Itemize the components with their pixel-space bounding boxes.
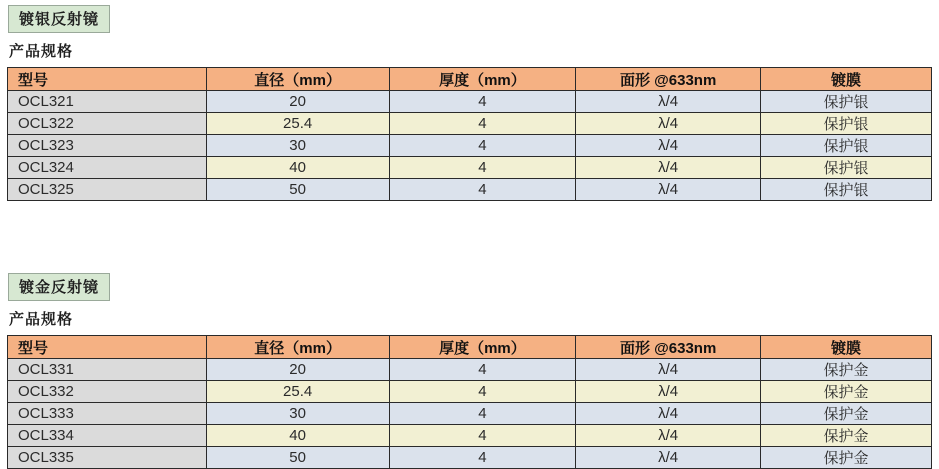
- section-title-badge: [8, 5, 110, 33]
- col-header-coating: 镀膜: [761, 336, 932, 359]
- table-row: [8, 425, 932, 447]
- value-cell: 4: [389, 359, 576, 381]
- model-cell: OCL325: [8, 179, 207, 201]
- col-header-diameter: 直径（mm）: [206, 68, 389, 91]
- col-header-model: 型号: [8, 68, 207, 91]
- value-cell: λ/4: [576, 135, 761, 157]
- value-cell: λ/4: [576, 425, 761, 447]
- value-cell: 保护银: [761, 179, 932, 201]
- col-header-coating: 镀膜: [761, 68, 932, 91]
- table-header-row: [8, 336, 932, 359]
- value-cell: 保护金: [761, 359, 932, 381]
- section-gold-mirror: [7, 273, 932, 469]
- model-cell: OCL332: [8, 381, 207, 403]
- col-header-model: 型号: [8, 336, 207, 359]
- spec-table-gold: [7, 335, 932, 469]
- table-row: [8, 381, 932, 403]
- value-cell: λ/4: [576, 447, 761, 469]
- value-cell: 4: [389, 403, 576, 425]
- value-cell: 4: [389, 447, 576, 469]
- col-header-thickness: 厚度（mm）: [389, 336, 576, 359]
- value-cell: 40: [206, 157, 389, 179]
- value-cell: 保护金: [761, 425, 932, 447]
- value-cell: 40: [206, 425, 389, 447]
- value-cell: 30: [206, 403, 389, 425]
- value-cell: λ/4: [576, 359, 761, 381]
- spec-heading: 产品规格: [9, 311, 74, 328]
- table-row: [8, 359, 932, 381]
- value-cell: 25.4: [206, 381, 389, 403]
- table-row: [8, 135, 932, 157]
- col-header-diameter: 直径（mm）: [206, 336, 389, 359]
- value-cell: 50: [206, 447, 389, 469]
- value-cell: 4: [389, 135, 576, 157]
- section-silver-mirror: [7, 5, 932, 201]
- value-cell: 4: [389, 157, 576, 179]
- table-row: [8, 447, 932, 469]
- value-cell: 20: [206, 359, 389, 381]
- value-cell: 4: [389, 425, 576, 447]
- model-cell: OCL334: [8, 425, 207, 447]
- value-cell: 保护银: [761, 113, 932, 135]
- spec-heading: 产品规格: [9, 43, 74, 60]
- table-row: [8, 157, 932, 179]
- value-cell: 4: [389, 179, 576, 201]
- value-cell: 保护银: [761, 91, 932, 113]
- value-cell: 保护金: [761, 403, 932, 425]
- table-row: [8, 179, 932, 201]
- model-cell: OCL323: [8, 135, 207, 157]
- model-cell: OCL335: [8, 447, 207, 469]
- table-row: [8, 403, 932, 425]
- value-cell: λ/4: [576, 403, 761, 425]
- value-cell: λ/4: [576, 157, 761, 179]
- value-cell: 4: [389, 91, 576, 113]
- value-cell: λ/4: [576, 113, 761, 135]
- value-cell: 4: [389, 113, 576, 135]
- value-cell: λ/4: [576, 179, 761, 201]
- value-cell: 保护金: [761, 447, 932, 469]
- value-cell: 30: [206, 135, 389, 157]
- section-title-badge: [8, 273, 110, 301]
- value-cell: 保护银: [761, 157, 932, 179]
- section-title: 镀金反射镜: [19, 279, 100, 296]
- table-header-row: [8, 68, 932, 91]
- model-cell: OCL322: [8, 113, 207, 135]
- value-cell: λ/4: [576, 91, 761, 113]
- model-cell: OCL321: [8, 91, 207, 113]
- value-cell: λ/4: [576, 381, 761, 403]
- value-cell: 保护银: [761, 135, 932, 157]
- model-cell: OCL331: [8, 359, 207, 381]
- table-row: [8, 91, 932, 113]
- col-header-surface: 面形 @633nm: [576, 68, 761, 91]
- model-cell: OCL324: [8, 157, 207, 179]
- value-cell: 4: [389, 381, 576, 403]
- col-header-thickness: 厚度（mm）: [389, 68, 576, 91]
- value-cell: 保护金: [761, 381, 932, 403]
- model-cell: OCL333: [8, 403, 207, 425]
- value-cell: 25.4: [206, 113, 389, 135]
- section-title: 镀银反射镜: [19, 11, 100, 28]
- spec-table-silver: [7, 67, 932, 201]
- value-cell: 50: [206, 179, 389, 201]
- table-row: [8, 113, 932, 135]
- col-header-surface: 面形 @633nm: [576, 336, 761, 359]
- value-cell: 20: [206, 91, 389, 113]
